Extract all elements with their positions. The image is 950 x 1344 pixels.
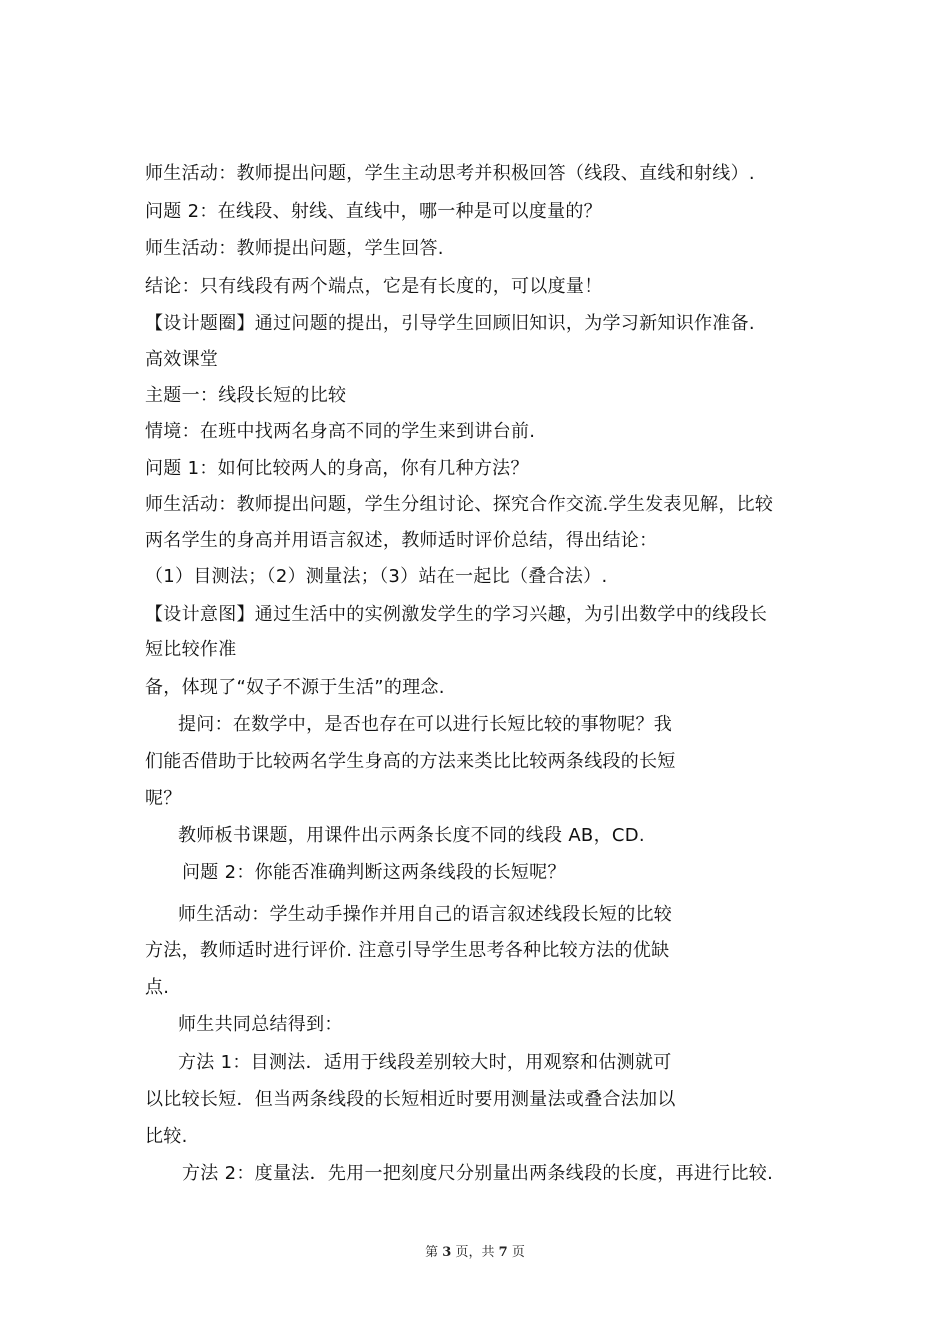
text-line: 方法，教师适时进行评价. 注意引导学生思考各种比较方法的优缺 xyxy=(145,940,670,961)
text-line: 以比较长短．但当两条线段的长短相近时要用测量法或叠合法加以 xyxy=(145,1089,676,1110)
footer-prefix: 第 xyxy=(425,1245,439,1260)
text-line: 比较. xyxy=(145,1126,188,1147)
text-line: 方法 2：度量法．先用一把刻度尺分别量出两条线段的长度，再进行比较. xyxy=(182,1163,774,1184)
text-line: 呢？ xyxy=(145,788,182,809)
text-line: 两名学生的身高并用语言叙述，教师适时评价总结，得出结论： xyxy=(145,530,658,551)
footer-suffix: 页 xyxy=(511,1245,525,1260)
text-line: 备，体现了“奴子不源于生活”的理念. xyxy=(145,677,445,698)
text-line: 师生共同总结得到： xyxy=(178,1014,343,1035)
text-line: 问题 2：在线段、射线、直线中，哪一种是可以度量的？ xyxy=(145,201,602,222)
text-line: 情境：在班中找两名身高不同的学生来到讲台前. xyxy=(145,421,536,442)
text-line: 师生活动：学生动手操作并用自己的语言叙述线段长短的比较 xyxy=(178,904,673,925)
text-line: 教师板书课题，用课件出示两条长度不同的线段 AB，CD. xyxy=(178,825,645,846)
text-line: 提问：在数学中，是否也存在可以进行长短比较的事物呢？我 xyxy=(178,714,673,735)
text-line: 短比较作准 xyxy=(145,639,237,660)
text-line: 师生活动：教师提出问题，学生分组讨论、探究合作交流.学生发表见解，比较 xyxy=(145,494,774,515)
text-line: 们能否借助于比较两名学生身高的方法来类比比较两条线段的长短 xyxy=(145,751,676,772)
text-line: 师生活动：教师提出问题，学生回答. xyxy=(145,238,444,259)
footer-mid: 页，共 xyxy=(455,1245,495,1260)
topic-heading: 主题一：线段长短的比较 xyxy=(145,385,347,406)
footer-total-pages: 7 xyxy=(498,1245,508,1260)
text-line: 问题 1：如何比较两人的身高，你有几种方法？ xyxy=(145,458,529,479)
footer-page-number: 3 xyxy=(442,1245,452,1260)
text-line: （1）目测法；（2）测量法；（3）站在一起比（叠合法）. xyxy=(145,566,608,587)
text-line: 【设计意图】通过生活中的实例激发学生的学习兴趣，为引出数学中的线段长 xyxy=(145,604,768,625)
page-footer xyxy=(0,1244,950,1262)
text-line: 师生活动：教师提出问题，学生主动思考并积极回答（线段、直线和射线）. xyxy=(145,163,755,184)
text-line: 问题 2：你能否准确判断这两条线段的长短呢？ xyxy=(182,862,566,883)
text-line: 方法 1：目测法．适用于线段差别较大时，用观察和估测就可 xyxy=(178,1052,672,1073)
section-heading: 高效课堂 xyxy=(145,349,219,370)
text-line: 点. xyxy=(145,977,170,998)
text-line: 【设计题圈】通过问题的提出，引导学生回顾旧知识，为学习新知识作准备. xyxy=(145,313,755,334)
text-line: 结论：只有线段有两个端点，它是有长度的，可以度量！ xyxy=(145,276,603,297)
